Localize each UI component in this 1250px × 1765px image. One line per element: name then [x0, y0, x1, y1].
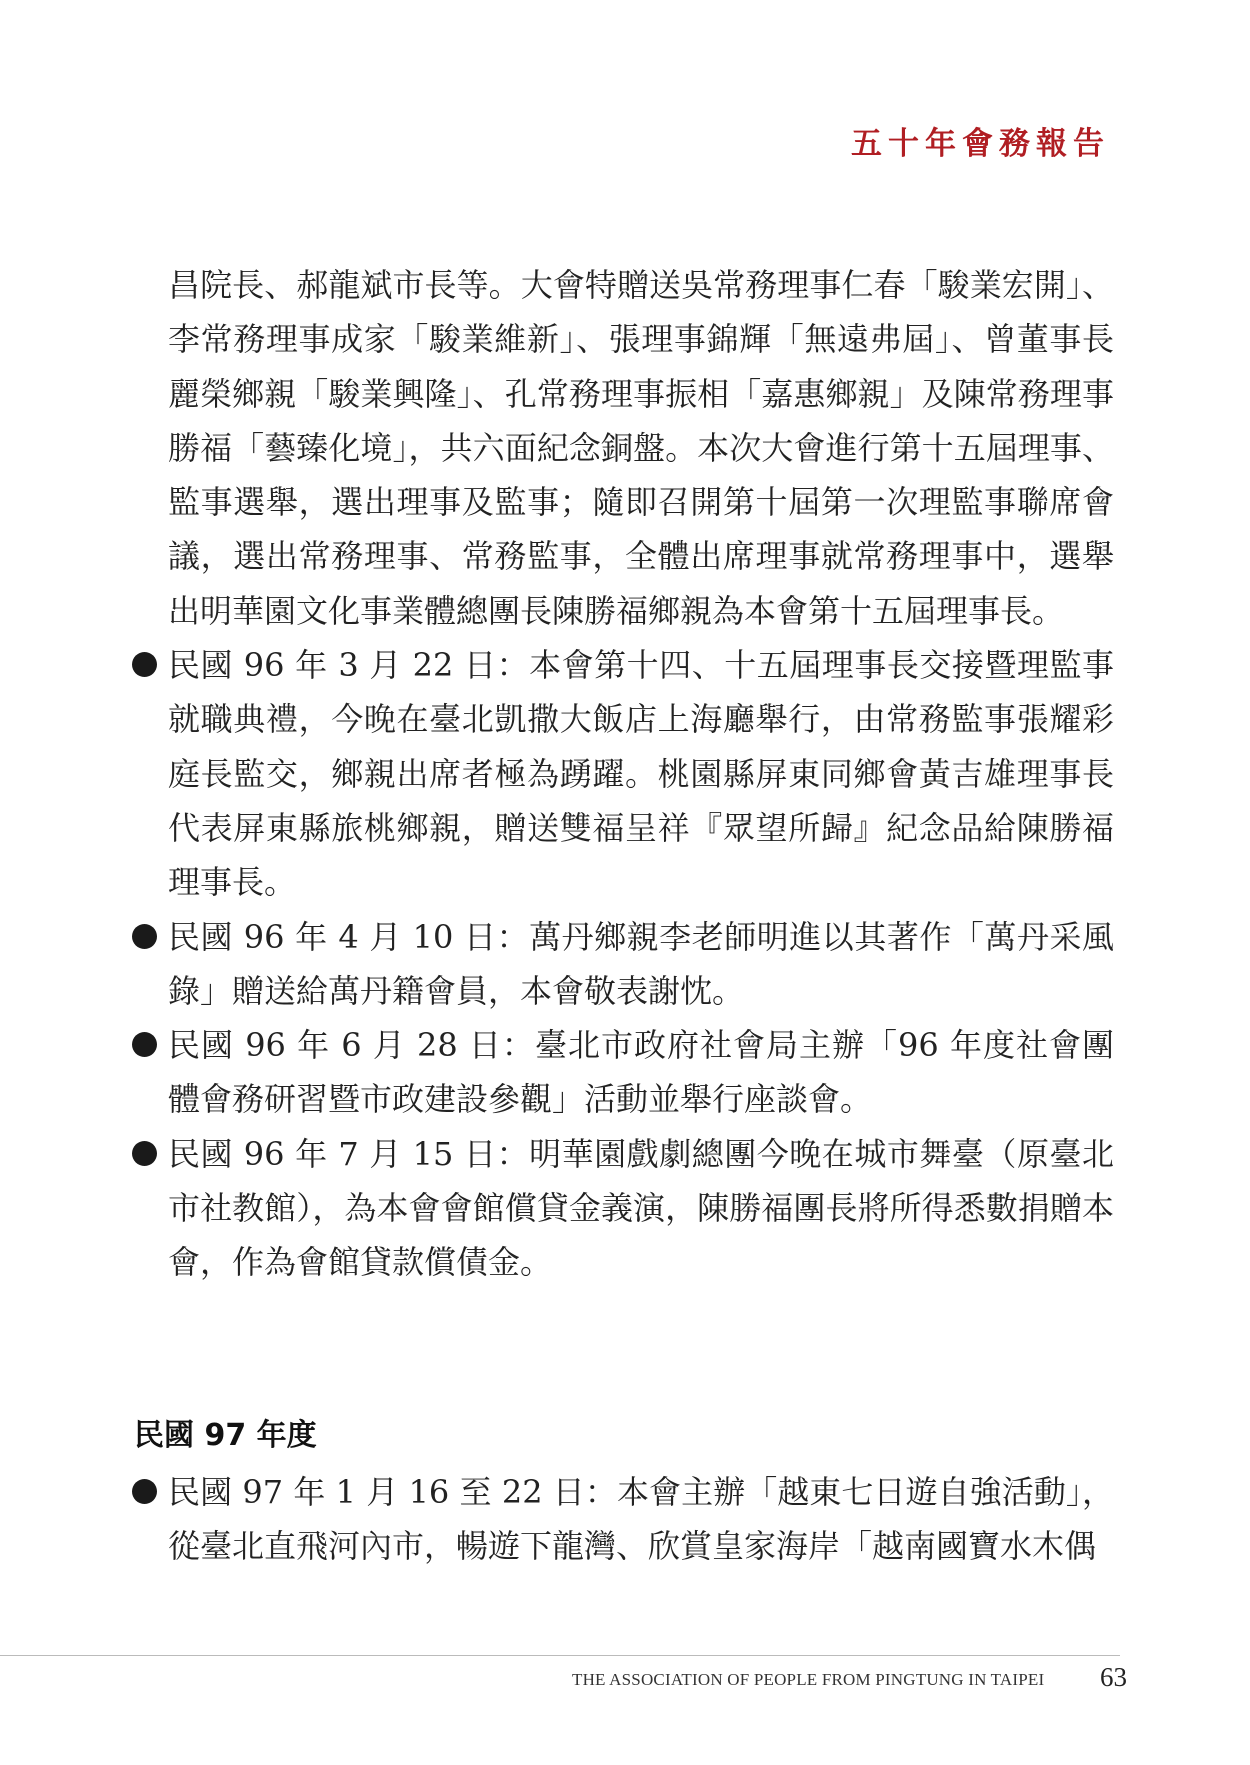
section-heading: 民國 97 年度 [134, 1418, 317, 1453]
section-content [0, 1465, 1250, 1574]
list-item [0, 1127, 1250, 1290]
list-item-text: 民國 96 年 4 月 10 日：萬丹鄉親李老師明進以其著作「萬丹采風錄」贈送給萬丹籍會員，本會敬表謝忱。 [168, 917, 1114, 1010]
bullet-icon [132, 652, 157, 677]
list-item [0, 910, 1250, 1019]
running-header-title: 五十年會務報告 [851, 126, 1110, 162]
bullet-icon [132, 1479, 157, 1504]
footer-association-name: THE ASSOCIATION OF PEOPLE FROM PINGTUNG IN TAIPEI [572, 1670, 1045, 1689]
list-item [0, 1018, 1250, 1127]
list-item-text: 民國 97 年 1 月 16 至 22 日：本會主辦「越東七日遊自強活動」，從臺北直飛河內市，暢遊下龍灣、欣賞皇家海岸「越南國寶水木偶 [168, 1473, 1114, 1566]
opening-paragraph: 昌院長、郝龍斌市長等。大會特贈送吳常務理事仁春「駿業宏開」、李常務理事成家「駿業維新」、張理事錦輝「無遠弗屆」、曾董事長麗榮鄉親「駿業興隆」、孔常務理事振相「嘉惠鄉親」及陳常務理事勝福「藝臻化境」，共六面紀念銅盤。本次大會進行第十五屆理事、監事選舉，選出理事及監事；隨即召開第十屆第一次理監事聯席會議，選出常務理事、常務監事，全體出席理事就常務理事中，選舉出明華園文化事業體總團長陳勝福鄉親為本會第十五屆理事長。 [168, 266, 1114, 630]
bullet-icon [132, 1141, 157, 1166]
page-number: 63 [1100, 1662, 1127, 1692]
main-content [0, 258, 1250, 1290]
bullet-icon [132, 1032, 157, 1057]
footer-divider [0, 1655, 1120, 1656]
bullet-icon [132, 924, 157, 949]
list-item [0, 1465, 1250, 1574]
list-item-text: 民國 96 年 3 月 22 日：本會第十四、十五屆理事長交接暨理監事就職典禮，今晚在臺北凱撒大飯店上海廳舉行，由常務監事張耀彩庭長監交，鄉親出席者極為踴躍。桃園縣屏東同鄉會黃吉雄理事長代表屏東縣旅桃鄉親，贈送雙福呈祥『眾望所歸』紀念品給陳勝福理事長。 [168, 646, 1114, 902]
list-item-text: 民國 96 年 6 月 28 日：臺北市政府社會局主辦「96 年度社會團體會務研習暨市政建設參觀」活動並舉行座談會。 [168, 1026, 1114, 1119]
list-item-text: 民國 96 年 7 月 15 日：明華園戲劇總團今晚在城市舞臺（原臺北市社教館），為本會會館償貸金義演，陳勝福團長將所得悉數捐贈本會，作為會館貸款償債金。 [168, 1134, 1114, 1282]
list-item [0, 638, 1250, 909]
